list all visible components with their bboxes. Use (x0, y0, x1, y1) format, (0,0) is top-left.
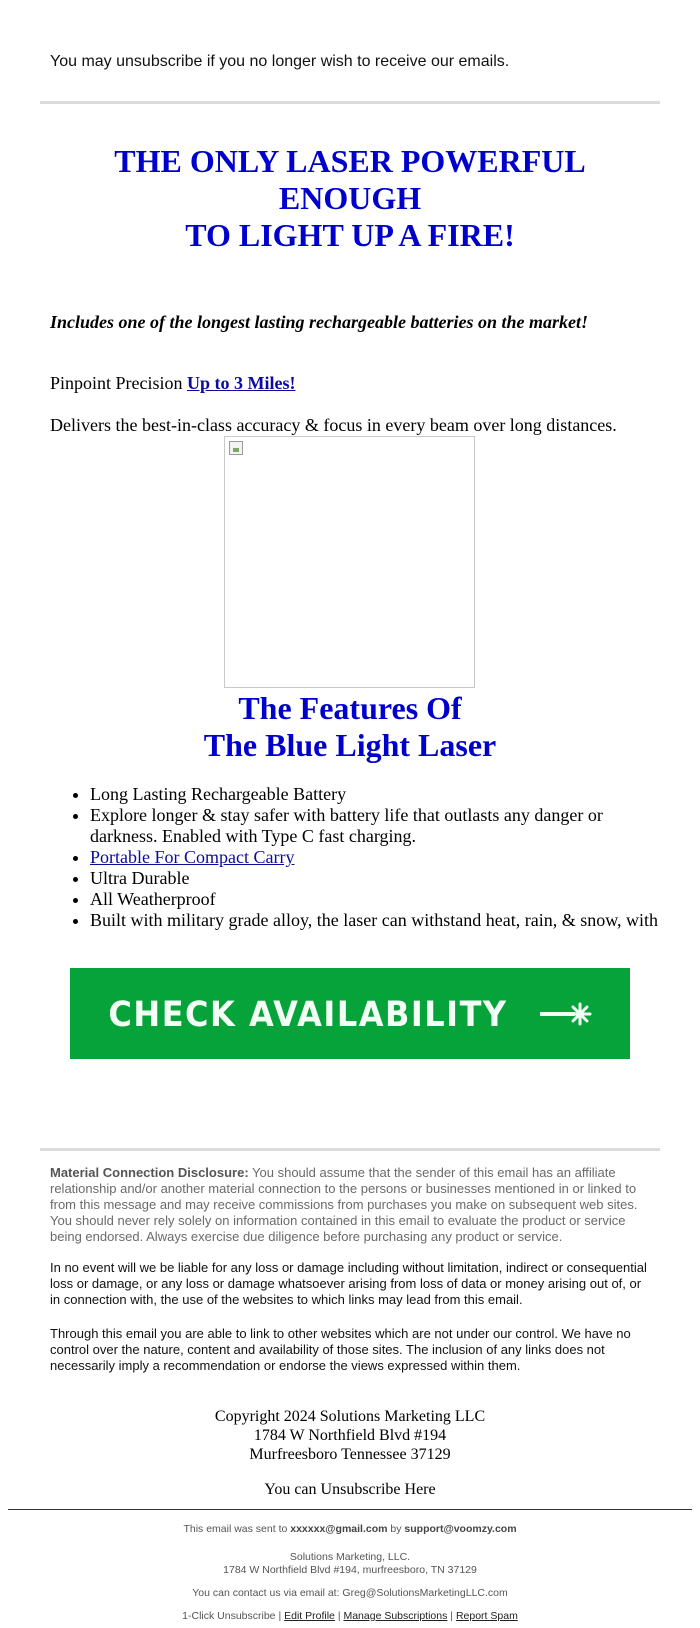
disclosure (50, 1165, 650, 1245)
one-click-unsubscribe-link[interactable]: 1-Click Unsubscribe (182, 1610, 276, 1622)
footer-links (0, 1610, 700, 1622)
cta-label: CHECK AVAILABILITY (108, 992, 508, 1035)
divider (40, 101, 660, 104)
headline (40, 143, 660, 254)
broken-image-icon (229, 441, 243, 455)
separator: | (450, 1610, 454, 1622)
sent-prefix: This email was sent to (183, 1523, 288, 1535)
footer-divider (8, 1509, 692, 1510)
separator: | (337, 1610, 341, 1622)
liability-text: In no event will we be liable for any loss or damage including without limitation, indirect or consequential loss or damage, or any loss or damage whatsoever arising from loss of data or money arising out of, or in connection with, the use of the websites to which links may lead from this email. (50, 1260, 647, 1307)
company-block (40, 1407, 660, 1464)
by-text: by (390, 1523, 402, 1535)
list-item (90, 847, 670, 868)
tagline: Includes one of the longest lasting rechargeable batteries on the market! (50, 312, 589, 332)
disclosure-text: You should assume that the sender of this email has an affiliate relationship and/or another material connection to the persons or businesses mentioned in or linked to from this message and may receive commissions from purchases you make on subsequent web sites. You should never rely solely on information contained in this email to evaluate the product or service being endorsed. Always exercise due diligence before purchasing any product or service. (50, 1165, 638, 1244)
product-image[interactable] (224, 436, 475, 688)
laser-beam-icon (540, 1000, 592, 1028)
footer-contact: You can contact us via email at: Greg@SolutionsMarketingLLC.com (192, 1587, 508, 1599)
features-title-line-2: The Blue Light Laser (203, 727, 497, 763)
sender-email: support@voomzy.com (404, 1523, 517, 1535)
delivers-text: Delivers the best-in-class accuracy & focus in every beam over long distances. (50, 415, 617, 435)
list-item: • Long Lasting Rechargeable Battery (90, 784, 670, 805)
sent-to-line (0, 1523, 700, 1535)
copyright: Copyright 2024 Solutions Marketing LLC (214, 1408, 486, 1425)
separator: | (278, 1610, 282, 1622)
links-note: Through this email you are able to link to other websites which are not under our control. We have no control over the nature, content and availability of those sites. The inclusion of any links does not necessarily imply a recommendation or endorse the views expressed within them. (50, 1326, 631, 1373)
headline-line-1: THE ONLY LASER POWERFUL (114, 143, 586, 179)
list-item: • Built with military grade alloy, the laser can withstand heat, rain, & snow, with (90, 910, 670, 931)
address-line-2: Murfreesboro Tennessee 37129 (249, 1446, 451, 1463)
features-title (40, 690, 660, 764)
edit-profile-link[interactable]: Edit Profile (284, 1610, 335, 1622)
precision-label: Pinpoint Precision (50, 373, 183, 393)
recipient-email: xxxxxx@gmail.com (290, 1523, 388, 1535)
features-title-line-1: The Features Of (238, 690, 462, 726)
precision-link[interactable]: Up to 3 Miles! (187, 373, 296, 393)
headline-line-3: TO LIGHT UP A FIRE! (185, 217, 515, 253)
portable-link[interactable]: Portable For Compact Carry (90, 847, 295, 867)
manage-subscriptions-link[interactable]: Manage Subscriptions (343, 1610, 448, 1622)
unsubscribe-note: You may unsubscribe if you no longer wish to receive our emails. (50, 53, 510, 70)
check-availability-button[interactable] (70, 968, 630, 1059)
disclosure-label: Material Connection Disclosure: (50, 1165, 249, 1180)
precision-line (50, 373, 296, 394)
footer-company-name: Solutions Marketing, LLC. (289, 1551, 411, 1563)
list-item: • Ultra Durable (90, 868, 670, 889)
feature-list (50, 784, 670, 931)
divider (40, 1148, 660, 1151)
unsubscribe-here-link[interactable]: You can Unsubscribe Here (264, 1481, 436, 1498)
report-spam-link[interactable]: Report Spam (455, 1610, 518, 1622)
footer-company-address: 1784 W Northfield Blvd #194, murfreesboro, TN 37129 (223, 1564, 477, 1576)
list-item: • Explore longer & stay safer with battery life that outlasts any danger or darkness. Enabled with Type C fast charging. (90, 805, 670, 847)
headline-line-2: ENOUGH (278, 180, 422, 216)
list-item: • All Weatherproof (90, 889, 670, 910)
address-line-1: 1784 W Northfield Blvd #194 (253, 1427, 447, 1444)
